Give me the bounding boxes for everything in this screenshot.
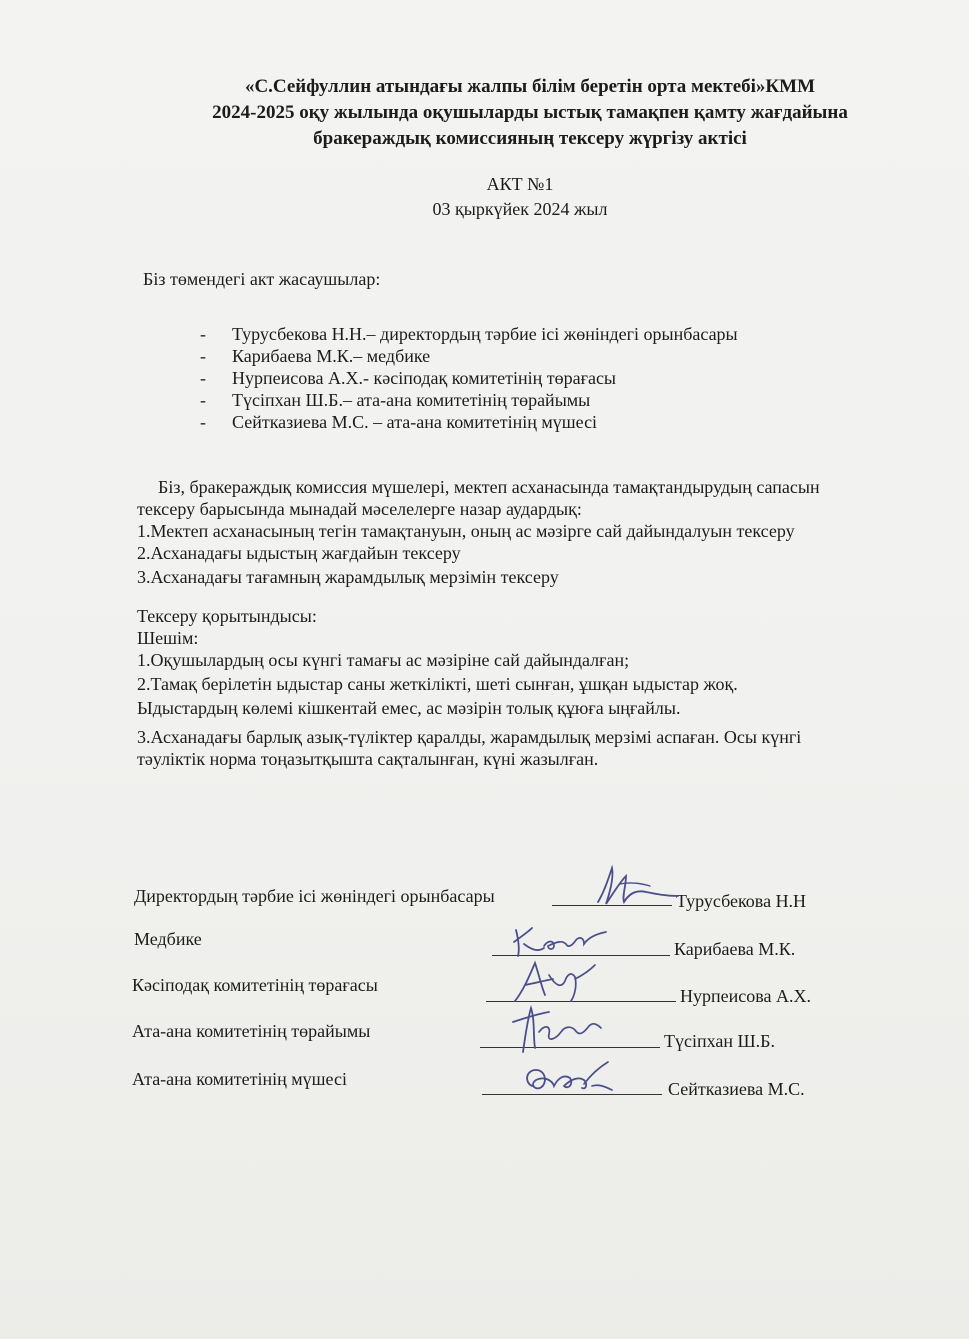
signature-role: Кәсіподақ комитетінің төрағасы bbox=[132, 975, 378, 995]
header-line-1: «С.Сейфуллин атындағы жалпы білім беретін орта мектебі»КММ bbox=[244, 76, 816, 97]
check-item: 1.Мектеп асханасының тегін тамақтануын, оның ас мәзірге сай дайындалуын тексеру bbox=[137, 521, 795, 541]
member-text: Турусбекова Н.Н.– директордың тәрбие ісі жөніндегі орынбасары bbox=[232, 324, 738, 344]
result-line: тәуліктік норма тоңазытқышта сақталынған, күні жазылған. bbox=[137, 749, 599, 769]
handwritten-signature bbox=[518, 1056, 618, 1105]
list-dash: - bbox=[200, 412, 206, 432]
signature-role: Директордың тәрбие ісі жөніндегі орынбасары bbox=[134, 886, 495, 906]
header-line-3: бракераждық комиссияның тексеру жүргізу актісі bbox=[313, 128, 747, 149]
body-paragraph-line-1: Біз, бракераждық комиссия мүшелері, мектеп асханасында тамақтандырудың сапасын bbox=[158, 477, 820, 497]
list-dash: - bbox=[200, 324, 206, 344]
member-text: Карибаева М.К.– медбике bbox=[232, 346, 431, 366]
signatory-name: Карибаева М.К. bbox=[674, 939, 796, 959]
handwritten-signature bbox=[505, 1002, 605, 1059]
list-dash: - bbox=[200, 390, 206, 410]
member-item bbox=[200, 411, 597, 433]
body-paragraph-line-2: тексеру барысында мынадай мәселелерге назар аудардық: bbox=[137, 499, 582, 519]
signatory-name: Нурпеисова А.Х. bbox=[680, 986, 811, 1006]
member-text: Нурпеисова А.Х.- кәсіподақ комитетінің төрағасы bbox=[232, 368, 617, 388]
act-number: АКТ №1 bbox=[486, 174, 554, 194]
signature-role: Медбике bbox=[134, 929, 202, 949]
member-item bbox=[200, 367, 616, 389]
signatory-name: Сейтказиева М.С. bbox=[668, 1079, 805, 1099]
act-date: 03 қыркүйек 2024 жыл bbox=[432, 199, 608, 219]
intro-text: Біз төмендегі акт жасаушылар: bbox=[143, 269, 381, 289]
member-item bbox=[200, 323, 738, 345]
member-item bbox=[200, 389, 590, 411]
member-item bbox=[200, 345, 430, 367]
list-dash: - bbox=[200, 368, 206, 388]
header-line-2: 2024-2025 оқу жылында оқушыларды ыстық тамақпен қамту жағдайына bbox=[212, 102, 848, 123]
signatory-name: Түсіпхан Ш.Б. bbox=[664, 1031, 775, 1051]
signatory-name: Турусбекова Н.Н bbox=[676, 891, 807, 911]
result-line: 1.Оқушылардың осы күнгі тамағы ас мәзіріне сай дайындалған; bbox=[137, 650, 630, 670]
result-heading: Тексеру қорытындысы: bbox=[137, 606, 317, 626]
list-dash: - bbox=[200, 346, 206, 366]
result-line: 3.Асханадағы барлық азық-түліктер қаралды, жарамдылық мерзімі аспаған. Осы күнгі bbox=[137, 727, 802, 747]
check-item: 2.Асханадағы ыдыстың жағдайын тексеру bbox=[137, 543, 461, 563]
signature-role: Ата-ана комитетінің мүшесі bbox=[132, 1069, 347, 1089]
member-text: Сейтказиева М.С. – ата-ана комитетінің мүшесі bbox=[232, 412, 598, 432]
handwritten-signature bbox=[590, 862, 680, 917]
result-line: 2.Тамақ берілетін ыдыстар саны жеткілікті, шеті сынған, ұшқан ыдыстар жоқ. bbox=[137, 674, 738, 694]
signature-role: Ата-ана комитетінің төрайымы bbox=[132, 1021, 371, 1041]
result-line: Ыдыстардың көлемі кішкентай емес, ас мәзірін толық құюға ыңғайлы. bbox=[137, 698, 681, 718]
member-text: Түсіпхан Ш.Б.– ата-ана комитетінің төрайымы bbox=[232, 390, 591, 410]
decision-heading: Шешім: bbox=[137, 628, 199, 648]
check-item: 3.Асханадағы тағамның жарамдылық мерзімін тексеру bbox=[137, 567, 559, 587]
